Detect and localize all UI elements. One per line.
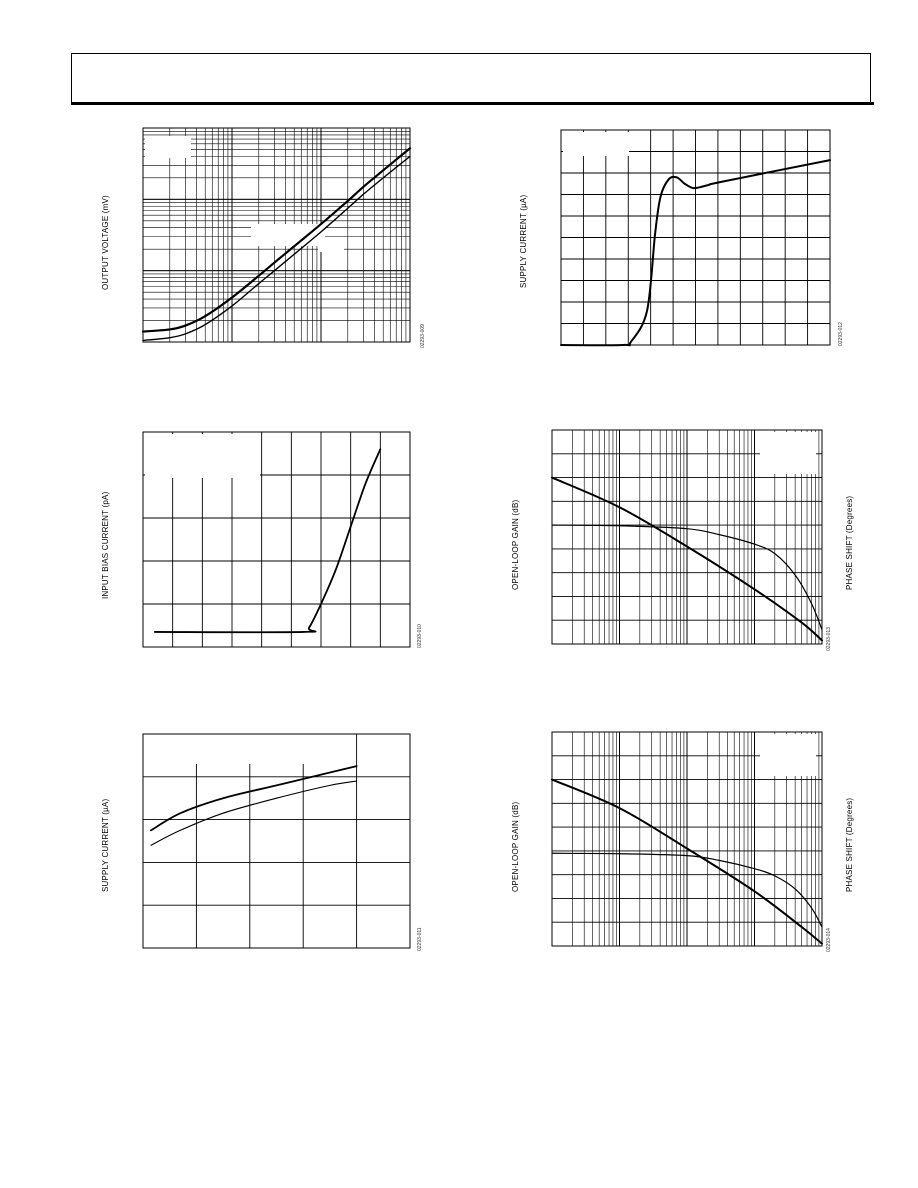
legend-area [318, 240, 344, 252]
legend-area [563, 132, 629, 156]
y-axis-label: OPEN-LOOP GAIN (dB) [511, 801, 520, 892]
series-line-1 [151, 766, 357, 830]
legend-area [251, 224, 325, 246]
plot-area [143, 734, 410, 948]
figure-id: 02293-010 [417, 624, 423, 648]
plot-area [561, 130, 830, 345]
legend-area [760, 432, 816, 474]
plot-svg [510, 422, 870, 672]
y2-axis-label: PHASE SHIFT (Degrees) [845, 797, 854, 892]
plot-area [143, 432, 410, 647]
y-axis-label: OUTPUT VOLTAGE (mV) [101, 195, 110, 290]
plot-frame [143, 734, 410, 948]
figure-id: 02293-011 [417, 927, 423, 951]
plot-svg [95, 724, 455, 974]
plot-svg [95, 120, 455, 370]
chart-supply-current-bottom [95, 724, 423, 974]
y2-axis-label: PHASE SHIFT (Degrees) [845, 495, 854, 590]
series-line-2 [143, 156, 410, 340]
legend-area [760, 734, 816, 776]
y-axis-label: SUPPLY CURRENT (µA) [101, 798, 110, 892]
chart-open-loop-gain-bottom [510, 724, 854, 974]
header-rule [71, 102, 874, 105]
legend-area [195, 734, 305, 764]
chart-supply-current-top [513, 120, 844, 370]
plot-svg [95, 422, 455, 672]
plot-svg [513, 120, 873, 370]
figure-id: 02293-014 [826, 928, 832, 952]
figure-id: 02293-009 [420, 324, 426, 348]
plot-svg [510, 724, 870, 974]
page-header [71, 53, 871, 102]
chart-input-bias-current [95, 422, 423, 672]
legend-area [145, 136, 191, 158]
y-axis-label: SUPPLY CURRENT (µA) [519, 194, 528, 288]
y-axis-label: OPEN-LOOP GAIN (dB) [511, 499, 520, 590]
y-axis-label: INPUT BIAS CURRENT (pA) [101, 491, 110, 599]
plot-area [552, 430, 822, 644]
chart-open-loop-gain-top [510, 422, 854, 672]
figure-id: 02293-013 [826, 627, 832, 651]
plot-area [552, 732, 822, 946]
plot-area [143, 128, 410, 342]
legend-area [145, 434, 260, 478]
figure-id: 02293-012 [838, 322, 844, 346]
chart-output-voltage [95, 120, 426, 370]
